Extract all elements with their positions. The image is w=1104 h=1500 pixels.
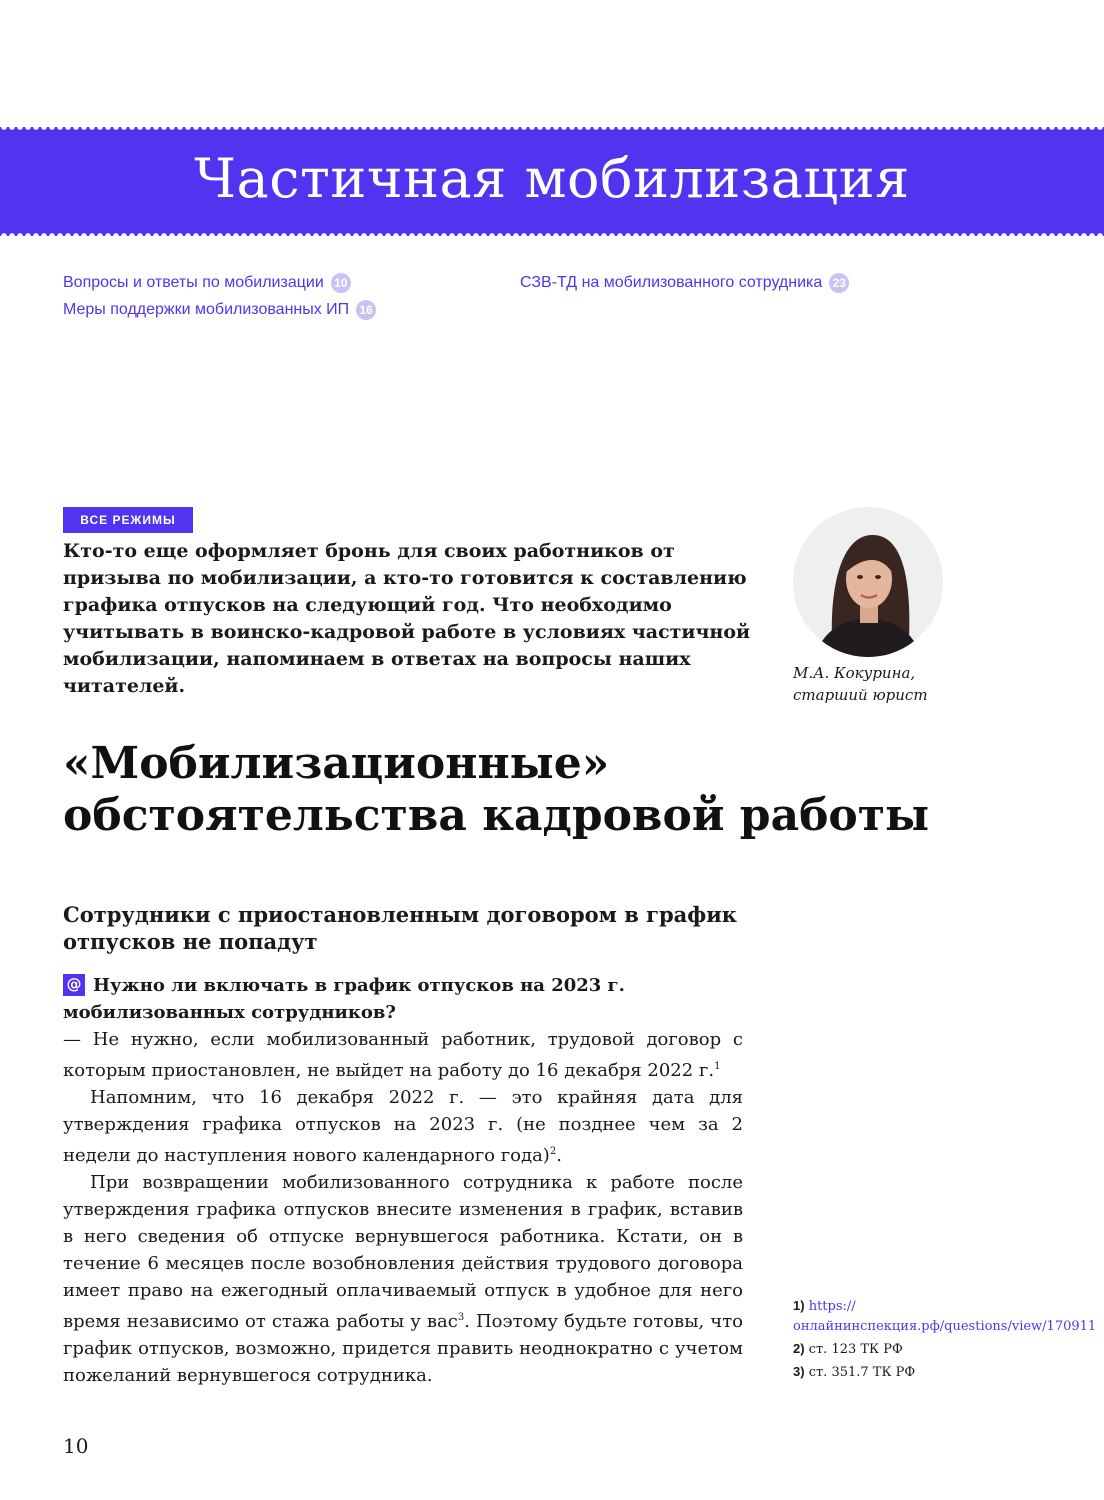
- article-lead: Кто-то еще оформляет бронь для своих работников от призыва по мобилизации, а кто-то готовится к составлению графика отпусков на следующий год. Что необходимо учитывать в воинско-кадровой работе в условиях частичной мобилизации, напоминаем в ответах на вопросы наших читателей.: [63, 540, 751, 697]
- footnotes: [793, 1296, 1097, 1385]
- body-paragraph: [63, 1169, 743, 1389]
- author-portrait: [793, 507, 943, 657]
- paragraph-text: Напомним, что 16 декабря 2022 г. — это крайняя дата для утверждения графика отпусков на 2023 г. (не позднее чем за 2 недели до наступления нового календарного года): [63, 1087, 743, 1166]
- question-text: Нужно ли включать в график отпусков на 2023 г. мобилизованных сотрудников?: [63, 975, 625, 1023]
- banner-scallop-bottom: [0, 230, 1104, 236]
- author-portrait-illustration: [793, 507, 943, 657]
- article-body: [63, 1026, 743, 1389]
- footnote-ref[interactable]: 2: [549, 1146, 557, 1157]
- page-number: 10: [63, 1434, 89, 1458]
- footnote-number: 3): [793, 1364, 805, 1379]
- author-caption: [793, 662, 993, 706]
- footnote-text: ст. 351.7 ТК РФ: [808, 1365, 916, 1380]
- toc-link-support-measures[interactable]: [63, 300, 376, 320]
- footnote-item: [793, 1339, 1053, 1360]
- footnote-number: 1): [793, 1298, 805, 1313]
- paragraph-end: .: [556, 1145, 562, 1166]
- section-title-banner: Частичная мобилизация: [194, 147, 910, 210]
- toc-link-label: Меры поддержки мобилизованных ИП: [63, 301, 350, 318]
- footnote-number: 2): [793, 1341, 805, 1356]
- article-title: [63, 738, 1063, 842]
- section-banner: [0, 127, 1104, 236]
- author-name: М.А. Кокурина,: [793, 664, 916, 682]
- footnote-ref[interactable]: 1: [714, 1061, 721, 1072]
- banner-scallop-top: [0, 127, 1104, 133]
- toc-page-badge: 10: [331, 273, 351, 293]
- regime-tag: ВСЕ РЕЖИМЫ: [63, 507, 193, 533]
- footnote-ref[interactable]: 3: [457, 1312, 465, 1323]
- paragraph-end: . Поэтому будьте готовы, что график отпусков, возможно, придется править неоднократно с учетом пожеланий вернувшегося сотрудника.: [63, 1311, 743, 1386]
- footnote-link[interactable]: https://онлайнинспекция.рф/questions/view/170911: [793, 1299, 1097, 1334]
- footnote-item: [793, 1362, 1053, 1383]
- toc-link-mobilization-qa[interactable]: [63, 273, 351, 293]
- toc-link-label: СЗВ-ТД на мобилизованного сотрудника: [520, 274, 823, 291]
- article-title-line1: «Мобилизационные»: [63, 738, 610, 789]
- section-heading: Сотрудники с приостановленным договором в график отпусков не попадут: [63, 902, 737, 954]
- toc-page-badge: 23: [829, 273, 849, 293]
- footnote-text: ст. 123 ТК РФ: [808, 1342, 903, 1357]
- author-role: старший юрист: [793, 686, 928, 704]
- email-question-icon: @: [63, 974, 85, 996]
- toc-link-szv-td[interactable]: [520, 273, 849, 293]
- answer-text: — Не нужно, если мобилизованный работник, трудовой договор с которым приостановлен, не выйдет на работу до 16 декабря 2022 г.: [63, 1029, 743, 1081]
- answer-paragraph: [63, 1026, 743, 1084]
- toc-page-badge: 16: [356, 300, 376, 320]
- footnote-item: [793, 1296, 1097, 1337]
- paragraph-text: При возвращении мобилизованного сотрудника к работе после утверждения графика отпусков внесите изменения в график, вставив в него сведения об отпуске вернувшегося работника. Кстати, он в течение 6 месяцев после возобновления действия трудового договора имеет право на ежегодный оплачиваемый отпуск в удобное для него время независимо от стажа работы у вас: [63, 1172, 743, 1332]
- toc-link-label: Вопросы и ответы по мобилизации: [63, 274, 324, 291]
- body-paragraph: [63, 1084, 743, 1169]
- article-title-line2: обстоятельства кадровой работы: [63, 790, 930, 841]
- reader-question: [63, 972, 743, 1026]
